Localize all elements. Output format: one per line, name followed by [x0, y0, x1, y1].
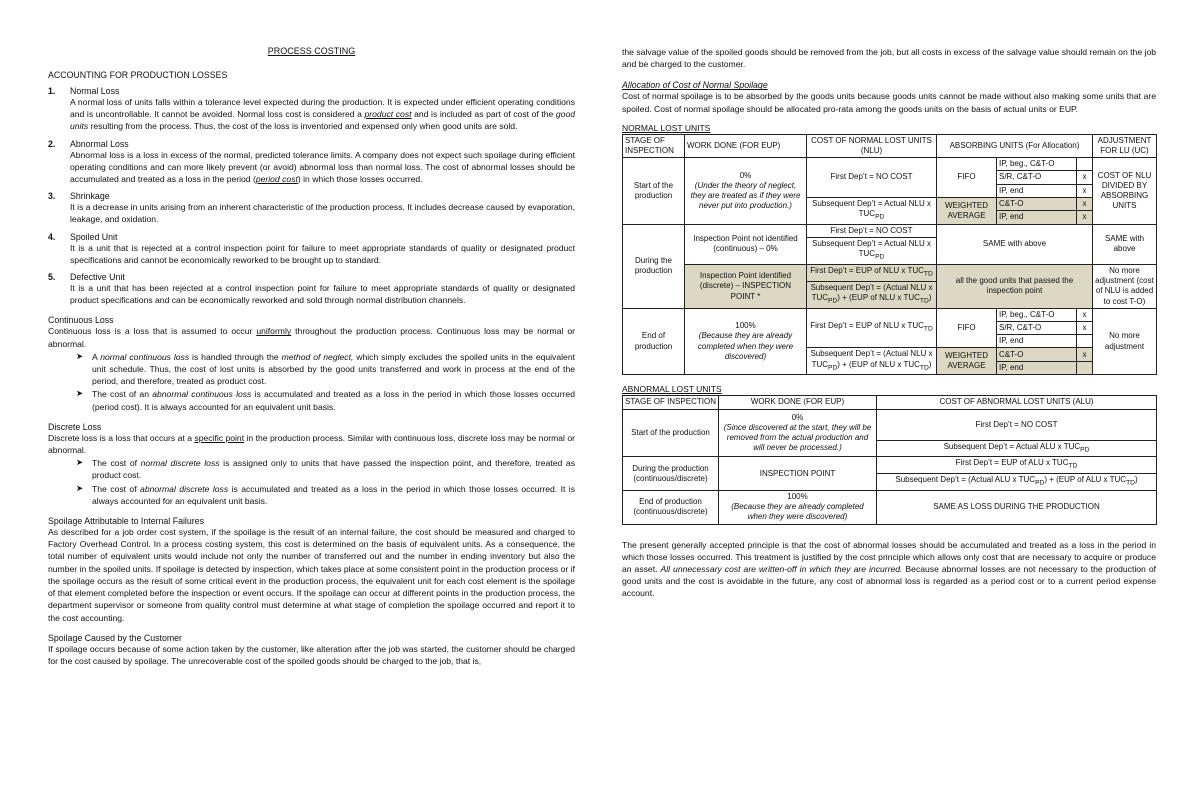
arrow-bullet-icon: ➤ [76, 457, 84, 468]
table-row [623, 158, 1157, 171]
item-text: It is a unit that has been rejected at a control inspection point for failure to meet appropriate standards of quality or designated product specifications and can be economically reworked and sold through normal distribution channels. [70, 283, 575, 306]
column-header: STAGE OF INSPECTION [623, 134, 685, 157]
item-number: 3. [48, 191, 56, 202]
table-cell: C&T-O [997, 348, 1077, 362]
table-cell: x [1077, 308, 1093, 321]
table-cell: SAME with above [937, 224, 1093, 264]
table-cell: WEIGHTED AVERAGE [937, 197, 997, 224]
table-cell: IP, beg., C&T-O [997, 158, 1077, 171]
bullet-item: ➤ A normal continuous loss is handled through the method of neglect, which simply excludes the spoiled units in the equivalent unit schedule. Thus, the cost of lost units is absorbed by the good units transferred and work in process at the end of the period, and therefore, treated as product cost. [76, 350, 575, 387]
table-cell: S/R, C&T-O [997, 171, 1077, 184]
bullet-item: ➤ The cost of normal discrete loss is assigned only to units that have passed the inspection point, and therefore, treated as product cost. [76, 457, 575, 481]
list-item [48, 86, 575, 133]
table-cell: Subsequent Dep’t = Actual ALU x $TUC_{PD}$ [877, 440, 1157, 457]
table-row [623, 491, 1157, 525]
list-item [48, 232, 575, 266]
item-text: A normal loss of units falls within a tolerance level expected during the production. It is expected under efficient operating conditions and is uncontrollable. It cannot be avoided. Normal loss cost is considered a product cost and is included as part of cost of the good units resulting from the process. Thus, the cost of the loss is inventoried and expensed only when good units are sold. [70, 97, 576, 132]
table-cell: IP, end [997, 335, 1077, 348]
table-cell: C&T-O [997, 197, 1077, 211]
item-text: Abnormal loss is a loss in excess of the normal, predicted tolerance limits. A company does not expect such spoilage during efficient operating conditions and can more likely prevent (or avoid) abnormal loss than normal loss. The cost of abnormal losses should be accumulated and treated as a loss in the period (period cost) in which those losses occurred. [70, 149, 575, 185]
column-header: WORK DONE (FOR EUP) [685, 134, 807, 157]
column-header: COST OF ABNORMAL LOST UNITS (ALU) [877, 396, 1157, 409]
column-header: STAGE OF INSPECTION [623, 396, 719, 409]
table-cell: IP, end [997, 184, 1077, 197]
item-title: Defective Unit [70, 272, 125, 283]
table-cell [1077, 158, 1093, 171]
internal-failure-text: As described for a job order cost system, if the spoilage is the result of an internal failure, the cost should be measured and charged to Factory Overhead Control. In a process costing system, this cost is determined on the basis of equivalent units. As a consequence, the total number of equivalent units would include not only the number of transferred out and the number in ending inventory but also the number in the spoiled units. If spoilage is detected by inspection, which takes place at some consistent point in the production process or if the spoilage occurs as the result of some critical event in the production process, the equivalent unit for each cost element is the spoilage of that element completed before the inspection or event occurs. If the spoilage can occur at different points in the production process, the department supervisor or someone from quality control must determine at what stage of completion the spoilage occurred and report it to the cost accounting. [48, 527, 575, 623]
column-header: WORK DONE (FOR EUP) [719, 396, 877, 409]
table-cell: S/R, C&T-O [997, 322, 1077, 335]
column-header: ADJUSTMENT FOR LU (UC) [1093, 134, 1157, 157]
table-cell: IP, beg., C&T-O [997, 308, 1077, 321]
item-title: Normal Loss [70, 86, 120, 96]
customer-spoilage-text: If spoilage occurs because of some action taken by the customer, like alteration after the job was started, the customer should be charged for the cost caused by spoilage. The unrecoverable cost of the spoiled goods should be charged to the job, that is, [48, 643, 575, 666]
bullet-item: ➤ The cost of an abnormal continuous loss is accumulated and treated as a loss in the period in which those losses occurred (period cost). It is always accounted for an equivalent unit basis. [76, 388, 575, 412]
table-cell: Inspection Point not identified (continuous) – 0% [685, 224, 807, 264]
item-text: It is a unit that is rejected at a control inspection point for failure to meet appropriate standards of quality or designated product specifications and cannot be economically reworked to be brought up to standard. [70, 242, 575, 265]
item-title: Shrinkage [70, 191, 110, 202]
item-number: 5. [48, 272, 56, 283]
column-header: COST OF NORMAL LOST UNITS (NLU) [807, 134, 937, 157]
continuous-loss-text: Continuous loss is a loss that is assumed to occur uniformly throughout the production process. Continuous loss may be normal or abnormal. [48, 326, 575, 349]
arrow-bullet-icon: ➤ [76, 388, 84, 399]
table-cell: First Dep’t = NO COST [877, 409, 1157, 440]
table-cell: COST OF NLU DIVIDED BY ABSORBING UNITS [1093, 158, 1157, 225]
table-row [623, 409, 1157, 440]
table-cell [1077, 361, 1093, 375]
section-heading: ACCOUNTING FOR PRODUCTION LOSSES [48, 70, 228, 80]
table-row [623, 265, 1157, 282]
table-cell: SAME AS LOSS DURING THE PRODUCTION [877, 491, 1157, 525]
table-cell: First Dep’t = NO COST [807, 158, 937, 198]
item-title: Spoiled Unit [70, 231, 118, 242]
table-cell: 0% (Under the theory of neglect, they are treated as if they were never put into production.) [685, 158, 807, 225]
table-cell: First Dep’t = NO COST [807, 224, 937, 237]
allocation-text: Cost of normal spoilage is to be absorbed by the goods units because goods units cannot be made without also making some units that are spoiled. Cost of normal spoilage should be allocated pro-rata among the goods units on the basis of actual units or EUP. [622, 91, 1156, 114]
table-cell: During the production (continuous/discrete) [623, 457, 719, 491]
table-cell: Inspection Point identified (discrete) – INSPECTION POINT * [685, 265, 807, 309]
continuous-loss-title: Continuous Loss [48, 315, 114, 326]
column-header: ABSORBING UNITS (For Allocation) [937, 134, 1093, 157]
table-cell: x [1077, 322, 1093, 335]
table-cell: Subsequent Dep’t = Actual NLU x $TUC_{PD}$ [807, 238, 937, 265]
table-cell: FIFO [937, 158, 997, 198]
table-cell: Subsequent Dep’t = (Actual NLU x $TUC_{PD}) + (EUP$ of NLU x $TUC_{TD}$) [807, 281, 937, 308]
left-column [48, 46, 575, 667]
table-cell: 0% (Since discovered at the start, they will be removed from the actual production and will never be processed.) [719, 409, 877, 457]
table-cell: No more adjustment [1093, 308, 1157, 375]
table-cell: During the production [623, 224, 685, 308]
table-cell: Subsequent Dep’t = Actual NLU x $TUC_{PD}$ [807, 197, 937, 224]
list-item [48, 191, 575, 225]
table-cell: INSPECTION POINT [719, 457, 877, 491]
table-cell: x [1077, 211, 1093, 225]
list-item [48, 139, 575, 186]
discrete-loss-text: Discrete loss is a loss that occurs at a specific point in the production process. Similar with continuous loss, discrete loss may be normal or abnormal. [48, 432, 576, 456]
table-cell: First Dep’t = EUP of NLU x $TUC_{TD}$ [807, 308, 937, 348]
table-cell [1077, 335, 1093, 348]
table-cell: First Dep’t = EUP of NLU x $TUC_{TD}$ [807, 265, 937, 282]
table-cell: IP, end [997, 361, 1077, 375]
table-row [623, 457, 1157, 474]
arrow-bullet-icon: ➤ [76, 482, 84, 493]
item-number: 1. [48, 86, 56, 96]
table-header-row [623, 396, 1157, 409]
arrow-bullet-icon: ➤ [76, 350, 84, 361]
discrete-loss-title: Discrete Loss [48, 421, 102, 432]
table-cell: x [1077, 197, 1093, 211]
allocation-title: Allocation of Cost of Normal Spoilage [622, 80, 768, 91]
table-cell: No more adjustment (cost of NLU is added to cost T-O) [1093, 265, 1157, 309]
table-cell: x [1077, 171, 1093, 184]
table-row [623, 308, 1157, 321]
table-cell: Start of the production [623, 158, 685, 225]
internal-failure-title: Spoilage Attributable to Internal Failures [48, 516, 204, 527]
customer-spoilage-title: Spoilage Caused by the Customer [48, 632, 182, 643]
abnormal-lost-units-label: ABNORMAL LOST UNITS [622, 384, 722, 395]
item-title: Abnormal Loss [70, 138, 129, 149]
table-row [623, 224, 1157, 237]
table-cell: SAME with above [1093, 224, 1157, 264]
table-cell: IP, end [997, 211, 1077, 225]
table-cell: x [1077, 348, 1093, 362]
table-cell: Subsequent Dep’t = (Actual NLU x $TUC_{PD}) + (EUP$ of NLU x $TUC_{TD}$) [807, 348, 937, 375]
table-cell: Start of the production [623, 409, 719, 457]
normal-lost-units-label: NORMAL LOST UNITS [622, 122, 711, 133]
table-cell: End of production (continuous/discrete) [623, 491, 719, 525]
table-cell: x [1077, 184, 1093, 197]
table-cell: 100% (Because they are already completed when they were discovered) [719, 491, 877, 525]
bullet-item: ➤ The cost of abnormal discrete loss is accumulated and treated as a loss in the period in which those losses occurred. It is always accounted for an equivalent unit basis. [76, 482, 576, 506]
closing-paragraph: The present generally accepted principle is that the cost of abnormal losses should be accumulated and treated as a loss in the period in which those losses occurred. This treatment is justified by the cost principle which allows only cost that are necessary to acquire or produce an asset. All unnecessary cost are written-off in which they are incurred. Because abnormal losses are not necessary to the production of good units and the cost is avoidable in the future, any cost of abnormal loss is regarded as a period cost or to a current period expense account. [622, 539, 1157, 599]
right-column [622, 46, 1156, 600]
table-header-row [623, 134, 1157, 157]
table-cell: 100% (Because they are already completed when they were discovered) [685, 308, 807, 375]
item-text: It is a decrease in units arising from an inherent characteristic of the production process. It includes decrease caused by evaporation, leakage, and oxidation. [70, 202, 575, 225]
normal-lost-units-table [622, 134, 1157, 376]
item-number: 2. [48, 138, 56, 149]
item-number: 4. [48, 231, 56, 242]
list-item [48, 272, 575, 306]
salvage-text: the salvage value of the spoiled goods should be removed from the job, but all costs in excess of the salvage value should remain on the job and be charged to the customer. [622, 47, 1156, 70]
table-cell: End of production [623, 308, 685, 375]
table-cell: Subsequent Dep’t = (Actual ALU x $TUC_{PD}) + (EUP$ of ALU x $TUC_{TD}$) [877, 474, 1157, 491]
table-cell: WEIGHTED AVERAGE [937, 348, 997, 375]
abnormal-lost-units-table [622, 395, 1157, 524]
document-title: PROCESS COSTING [267, 46, 356, 56]
table-cell: First Dep’t = EUP of ALU x $TUC_{TD}$ [877, 457, 1157, 474]
table-cell: all the good units that passed the inspection point [937, 265, 1093, 309]
table-cell: FIFO [937, 308, 997, 348]
